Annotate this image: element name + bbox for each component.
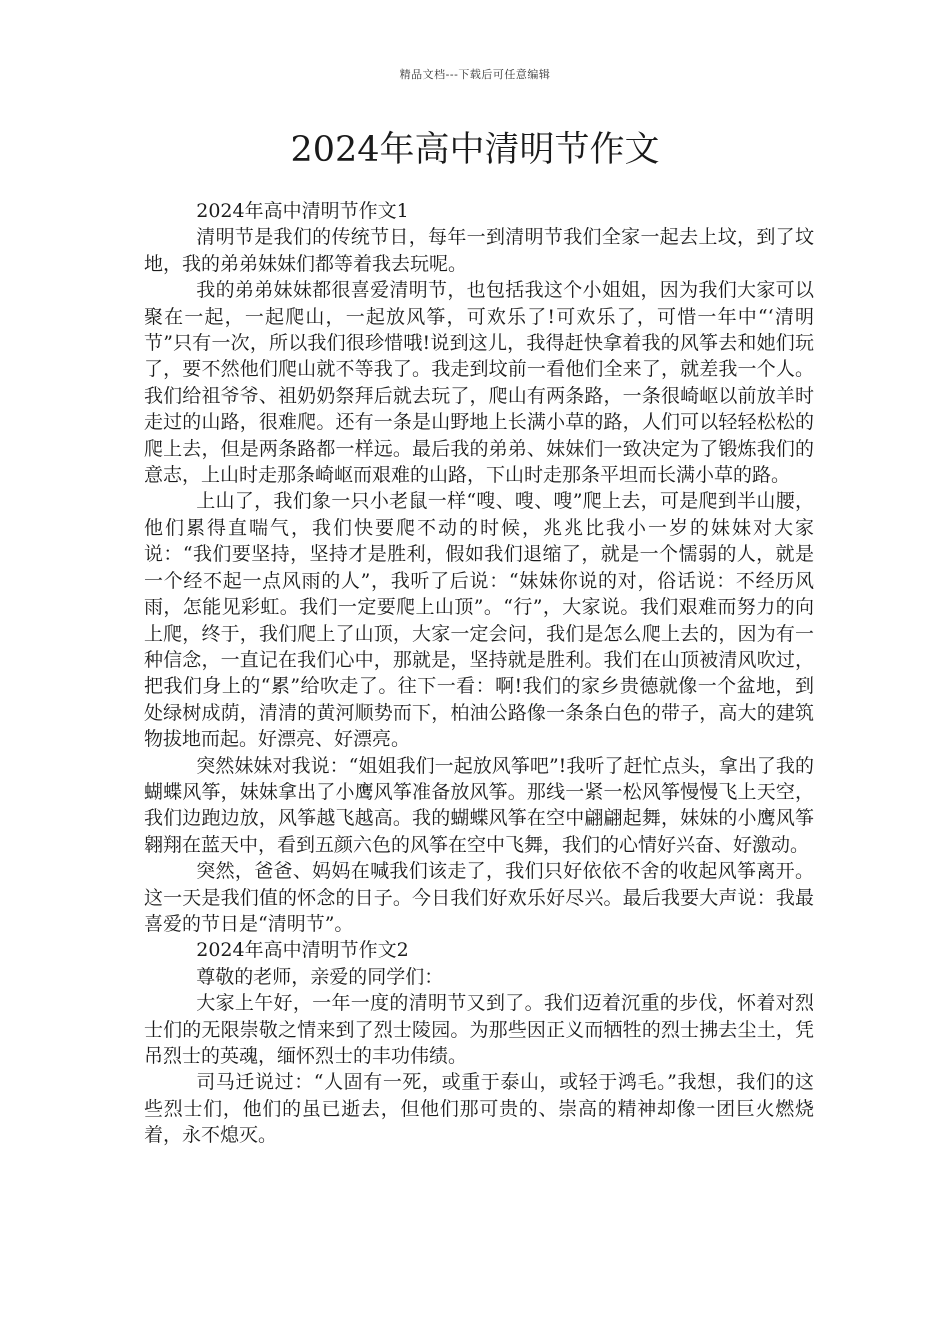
salutation: 尊敬的老师，亲爱的同学们： [196, 965, 444, 988]
paragraph: 大家上午好，一年一度的清明节又到了。我们迈着沉重的步伐，怀着对烈士们的无限崇敬之情来到了烈士陵园。为那些因正义而牺牲的烈士拂去尘土，凭吊烈士的英魂，缅怀烈士的丰功伟绩。 [144, 992, 814, 1067]
section-heading-2: 2024年高中清明节作文2 [196, 939, 409, 962]
paragraph: 我的弟弟妹妹都很喜爱清明节，也包括我这个小姐姐，因为我们大家可以聚在一起，一起爬山，一起放风筝，可欢乐了!可欢乐了，可惜一年中“‘清明节”只有一次，所以我们很珍惜哦!说到这儿，我得赶快拿着我的风筝去和她们玩了，要不然他们爬山就不等我了。我走到坟前一看他们全来了，就差我一个人。我们给祖爷爷、祖奶奶祭拜后就去玩了，爬山有两条路，一条很崎岖以前放羊时走过的山路，很难爬。还有一条是山野地上长满小草的路，人们可以轻轻松松的爬上去，但是两条路都一样远。最后我的弟弟、妹妹们一致决定为了锻炼我们的意志，上山时走那条崎岖而艰难的山路，下山时走那条平坦而长满小草的路。 [144, 279, 814, 487]
document-title: 2024年高中清明节作文 [290, 130, 660, 170]
paragraph: 上山了，我们象一只小老鼠一样“嗖、嗖、嗖”爬上去，可是爬到半山腰，他们累得直喘气，我们快要爬不动的时候，兆兆比我小一岁的妹妹对大家说：“我们要坚持，坚持才是胜利，假如我们退缩了，就是一个懦弱的人，就是一个经不起一点风雨的人”，我听了后说：“妹妹你说的对，俗话说：不经历风雨，怎能见彩虹。我们一定要爬上山顶”。“行”，大家说。我们艰难而努力的向上爬，终于，我们爬上了山顶，大家一定会问，我们是怎么爬上去的，因为有一种信念，一直记在我们心中，那就是，坚持就是胜利。我们在山顶被清风吹过，把我们身上的“累”给吹走了。往下一看：啊!我们的家乡贵德就像一个盆地，到处绿树成荫，清清的黄河顺势而下，柏油公路像一条条白色的带子，高大的建筑物拔地而起。好漂亮、好漂亮。 [144, 490, 814, 751]
section-heading-1: 2024年高中清明节作文1 [196, 200, 409, 222]
paragraph: 突然，爸爸、妈妈在喊我们该走了，我们只好依依不舍的收起风筝离开。这一天是我们值的怀念的日子。今日我们好欢乐好尽兴。最后我要大声说：我最喜爱的节日是“清明节”。 [144, 860, 814, 935]
paragraph: 突然妹妹对我说：“姐姐我们一起放风筝吧”!我听了赶忙点头，拿出了我的蝴蝶风筝，妹妹拿出了小鹰风筝准备放风筝。那线一紧一松风筝慢慢飞上天空，我们边跑边放，风筝越飞越高。我的蝴蝶风筝在空中翩翩起舞，妹妹的小鹰风筝翱翔在蓝天中，看到五颜六色的风筝在空中飞舞，我们的心情好兴奋、好激动。 [144, 754, 814, 856]
paragraph: 司马迁说过：“人固有一死，或重于泰山，或轻于鸿毛。”我想，我们的这些烈士们，他们的虽已逝去，但他们那可贵的、崇高的精神却像一团巨火燃烧着，永不熄灭。 [144, 1071, 814, 1147]
document-body [144, 198, 814, 1149]
paragraph: 清明节是我们的传统节日，每年一到清明节我们全家一起去上坟，到了坟地，我的弟弟妹妹们都等着我去玩呢。 [144, 226, 814, 275]
page-header-note: 精品文档---下载后可任意编辑 [399, 68, 551, 81]
